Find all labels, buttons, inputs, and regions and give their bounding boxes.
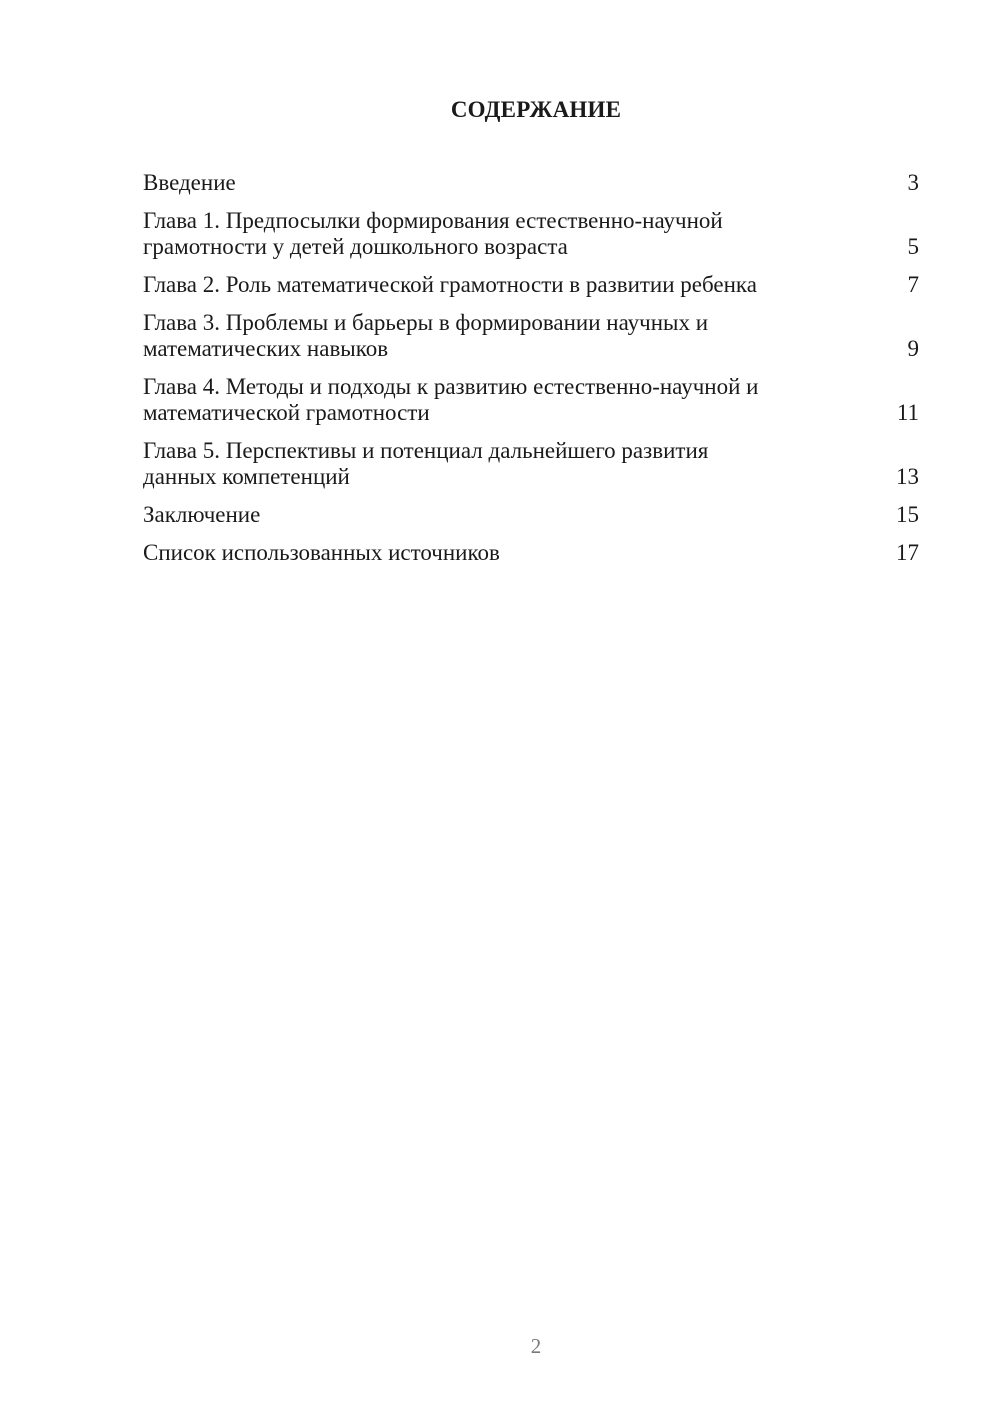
table-of-contents — [143, 170, 919, 578]
toc-entry-title: Глава 3. Проблемы и барьеры в формировании научных и математических навыков — [143, 310, 709, 361]
toc-entry-title: Глава 5. Перспективы и потенциал дальнейшего развития данных компетенций — [143, 438, 709, 489]
toc-entry-page: 13 — [896, 464, 919, 489]
toc-entry-chapter-1 — [143, 208, 919, 260]
toc-entry-title: Глава 2. Роль математической грамотности в развитии ребенка — [143, 272, 757, 297]
toc-entry-title: Глава 1. Предпосылки формирования естественно-научной грамотности у детей дошкольного возраста — [143, 208, 723, 259]
toc-entry-references — [143, 540, 919, 566]
toc-entry-chapter-2 — [143, 272, 919, 298]
toc-entry-page: 3 — [907, 170, 919, 195]
toc-entry-chapter-5 — [143, 438, 919, 490]
toc-entry-chapter-3 — [143, 310, 919, 362]
toc-entry-page: 5 — [907, 234, 919, 259]
toc-entry-page: 7 — [907, 272, 919, 297]
page-title: СОДЕРЖАНИЕ — [450, 97, 622, 122]
toc-entry-title: Список использованных источников — [143, 540, 500, 565]
toc-entry-chapter-4 — [143, 374, 919, 426]
toc-entry-page: 17 — [896, 540, 919, 565]
toc-entry-title: Введение — [143, 170, 236, 195]
page-number: 2 — [530, 1334, 542, 1358]
toc-entry-title: Заключение — [143, 502, 261, 527]
toc-entry-page: 9 — [907, 336, 919, 361]
toc-entry-introduction — [143, 170, 919, 196]
toc-entry-title: Глава 4. Методы и подходы к развитию естественно-научной и математической грамотности — [143, 374, 759, 425]
toc-entry-page: 11 — [896, 400, 919, 425]
toc-entry-page: 15 — [896, 502, 919, 527]
toc-entry-conclusion — [143, 502, 919, 528]
